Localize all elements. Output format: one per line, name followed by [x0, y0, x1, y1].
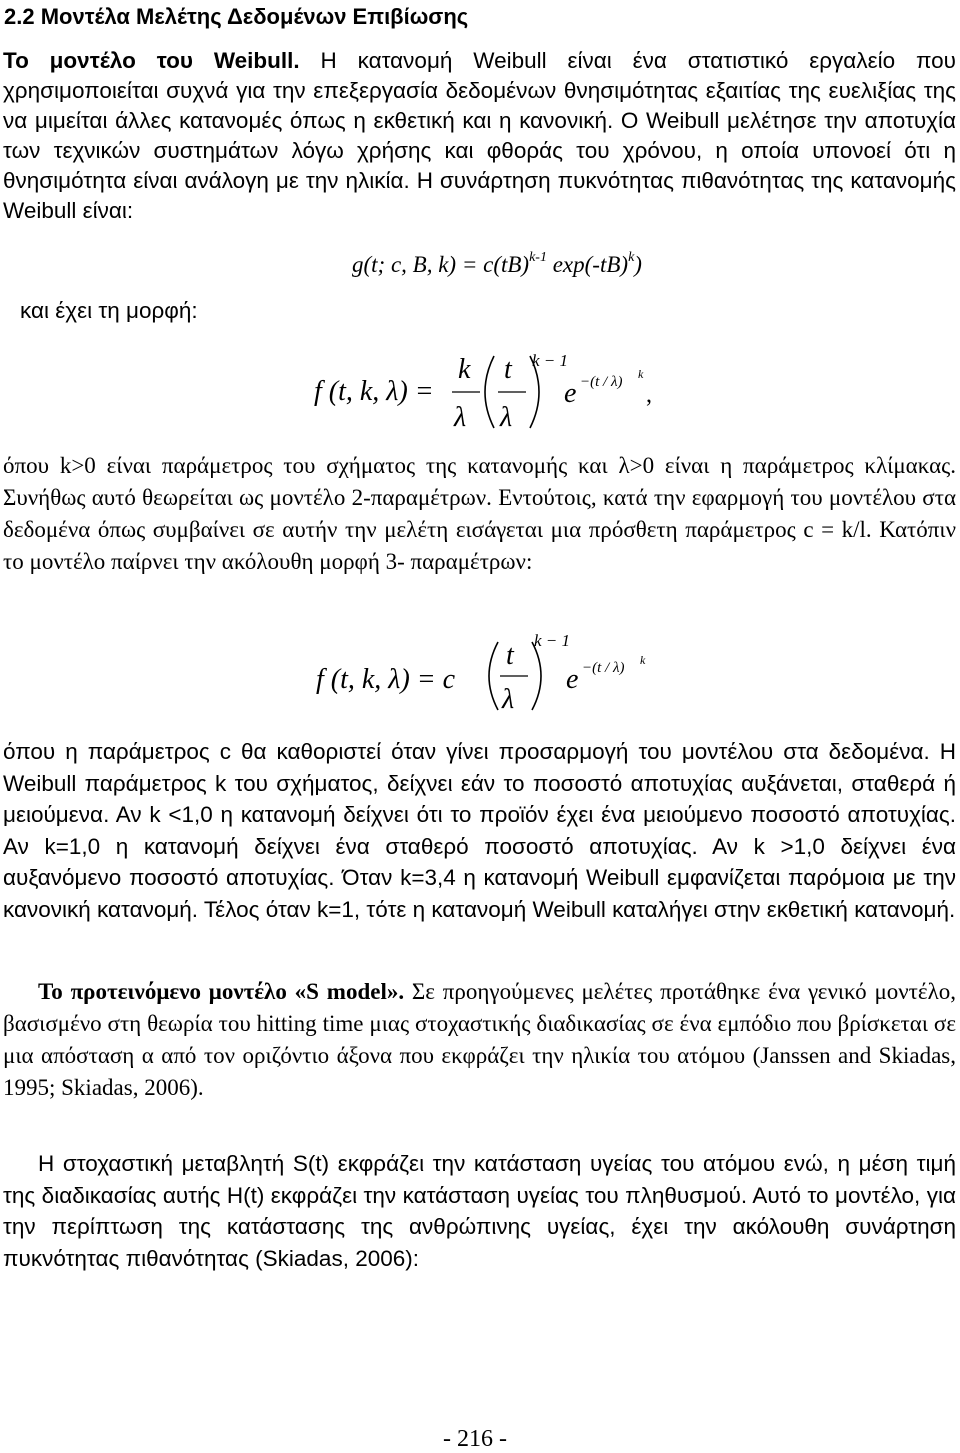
parameters-paragraph: όπου k>0 είναι παράμετρος του σχήματος της κατανομής και λ>0 είναι η παράμετρος κλίμακας. Συνήθως αυτό θεωρείται ως μοντέλο 2-παραμέτρων. Εντούτοις, κατά την εφαρμογή του μοντέλου στα δεδομένα όπως συμβαίνει σε αυτήν την μελέτη εισάγεται μια πρόσθετη παράμετρος c = k/l. Κατόπιν το μοντέλο παίρνει την ακόλουθη μορφή 3- παραμέτρων: [3, 453, 956, 574]
weibull-pdf-formula [308, 340, 668, 440]
formula-lhs: f (t, k, λ) = c [316, 664, 456, 695]
e-exponent: −(t / λ) [582, 660, 625, 676]
e-exponent: −(t / λ) [580, 374, 623, 390]
fraction-t-numerator: t [504, 354, 512, 385]
power-exponent: k − 1 [534, 631, 571, 650]
formula-lhs: f (t, k, λ) = [314, 376, 434, 407]
power-exponent: k − 1 [532, 351, 569, 370]
weibull-lead: Το μοντέλο του Weibull. [3, 48, 300, 73]
left-paren [489, 642, 498, 710]
smodel-lead: Το προτεινόμενο μοντέλο «S model». [38, 979, 405, 1004]
smodel-text: Σε προηγούμενες μελέτες προτάθηκε ένα γενικό μοντέλο, βασισμένο στη θεωρία του hitting time μιας στοχαστικής διαδικασίας σε ένα εμπόδιο που βρίσκεται σε μια απόσταση α από τον οριζόντιο άξονα που εκφράζει την ηλικία του ατόμου (Janssen and Skiadas, 1995; Skiadas, 2006). [3, 979, 956, 1100]
weibull-3param-formula [310, 628, 670, 718]
section-title: 2.2 Μοντέλα Μελέτης Δεδομένων Επιβίωσης [4, 4, 469, 29]
left-paren [485, 356, 494, 428]
e-base: e [566, 664, 579, 695]
fraction-lambda-denominator: λ [454, 402, 467, 433]
e-exponent-k: k [638, 367, 644, 381]
page-number: - 216 - [443, 1426, 507, 1452]
fraction-lambda-denominator: λ [502, 684, 515, 715]
form-label: και έχει τη μορφή: [20, 298, 198, 323]
fraction-k-numerator: k [458, 354, 471, 385]
fraction-lambda-denominator: λ [500, 402, 513, 433]
e-exponent-k: k [640, 653, 646, 667]
equation-g: g(t; c, B, k) = c(tB)$^{k-1}$ $\exp(-tB)^k$) [352, 250, 642, 277]
smodel-paragraph [3, 976, 956, 1104]
weibull-paragraph [3, 46, 956, 226]
fraction-t-numerator: t [506, 640, 514, 671]
weibull-text: Η κατανομή Weibull είναι ένα στατιστικό εργαλείο που χρησιμοποιείται συχνά για την επεξεργασία δεδομένων θνησιμότητας εξαιτίας της ευελιξίας της να μιμείται άλλες κατανομές όπως η εκθετική και η κανονική. Ο Weibull μελέτησε την αποτυχία των τεχνικών συστημάτων λόγω χρήσης και φθοράς του χρόνου, η οποία υπονοεί ότι η θνησιμότητα είναι ανάλογη με την ηλικία. Η συνάρτηση πυκνότητας πιθανότητας της κατανομής Weibull είναι: [3, 48, 956, 223]
shape-parameter-paragraph: όπου η παράμετρος c θα καθοριστεί όταν γίνει προσαρμογή του μοντέλου στα δεδομένα. Η Weibull παράμετρος k του σχήματος, δείχνει εάν το ποσοστό αποτυχίας αυξάνεται, σταθερά ή μειούμενα. Αν k <1,0 η κατανομή δείχνει ότι το προϊόν έχει ένα μειούμενο ποσοστό αποτυχίας. Αν k=1,0 η κατανομή δείχνει ένα σταθερό ποσοστό αποτυχίας. Αν k >1,0 δείχνει ένα αυξανόμενο ποσοστό αποτυχίας. Όταν k=3,4 η κατανομή Weibull εμφανίζεται παρόμοια με την κανονική κατανομή. Τέλος όταν k=1, τότε η κατανομή Weibull καταλήγει στην εκθετική κατανομή. [3, 739, 956, 922]
e-base: e [564, 378, 577, 409]
stochastic-paragraph: Η στοχαστική μεταβλητή S(t) εκφράζει την κατάσταση υγείας του ατόμου ενώ, η μέση τιμή της διαδικασίας αυτής H(t) εκφράζει την κατάσταση υγείας του πληθυσμού. Αυτό το μοντέλο, για την περίπτωση της κατάστασης της ανθρώπινης υγείας, έχει την ακόλουθη συνάρτηση πυκνότητας πιθανότητας (Skiadas, 2006): [3, 1151, 956, 1271]
right-paren [532, 642, 541, 710]
formula-comma: , [646, 382, 652, 408]
